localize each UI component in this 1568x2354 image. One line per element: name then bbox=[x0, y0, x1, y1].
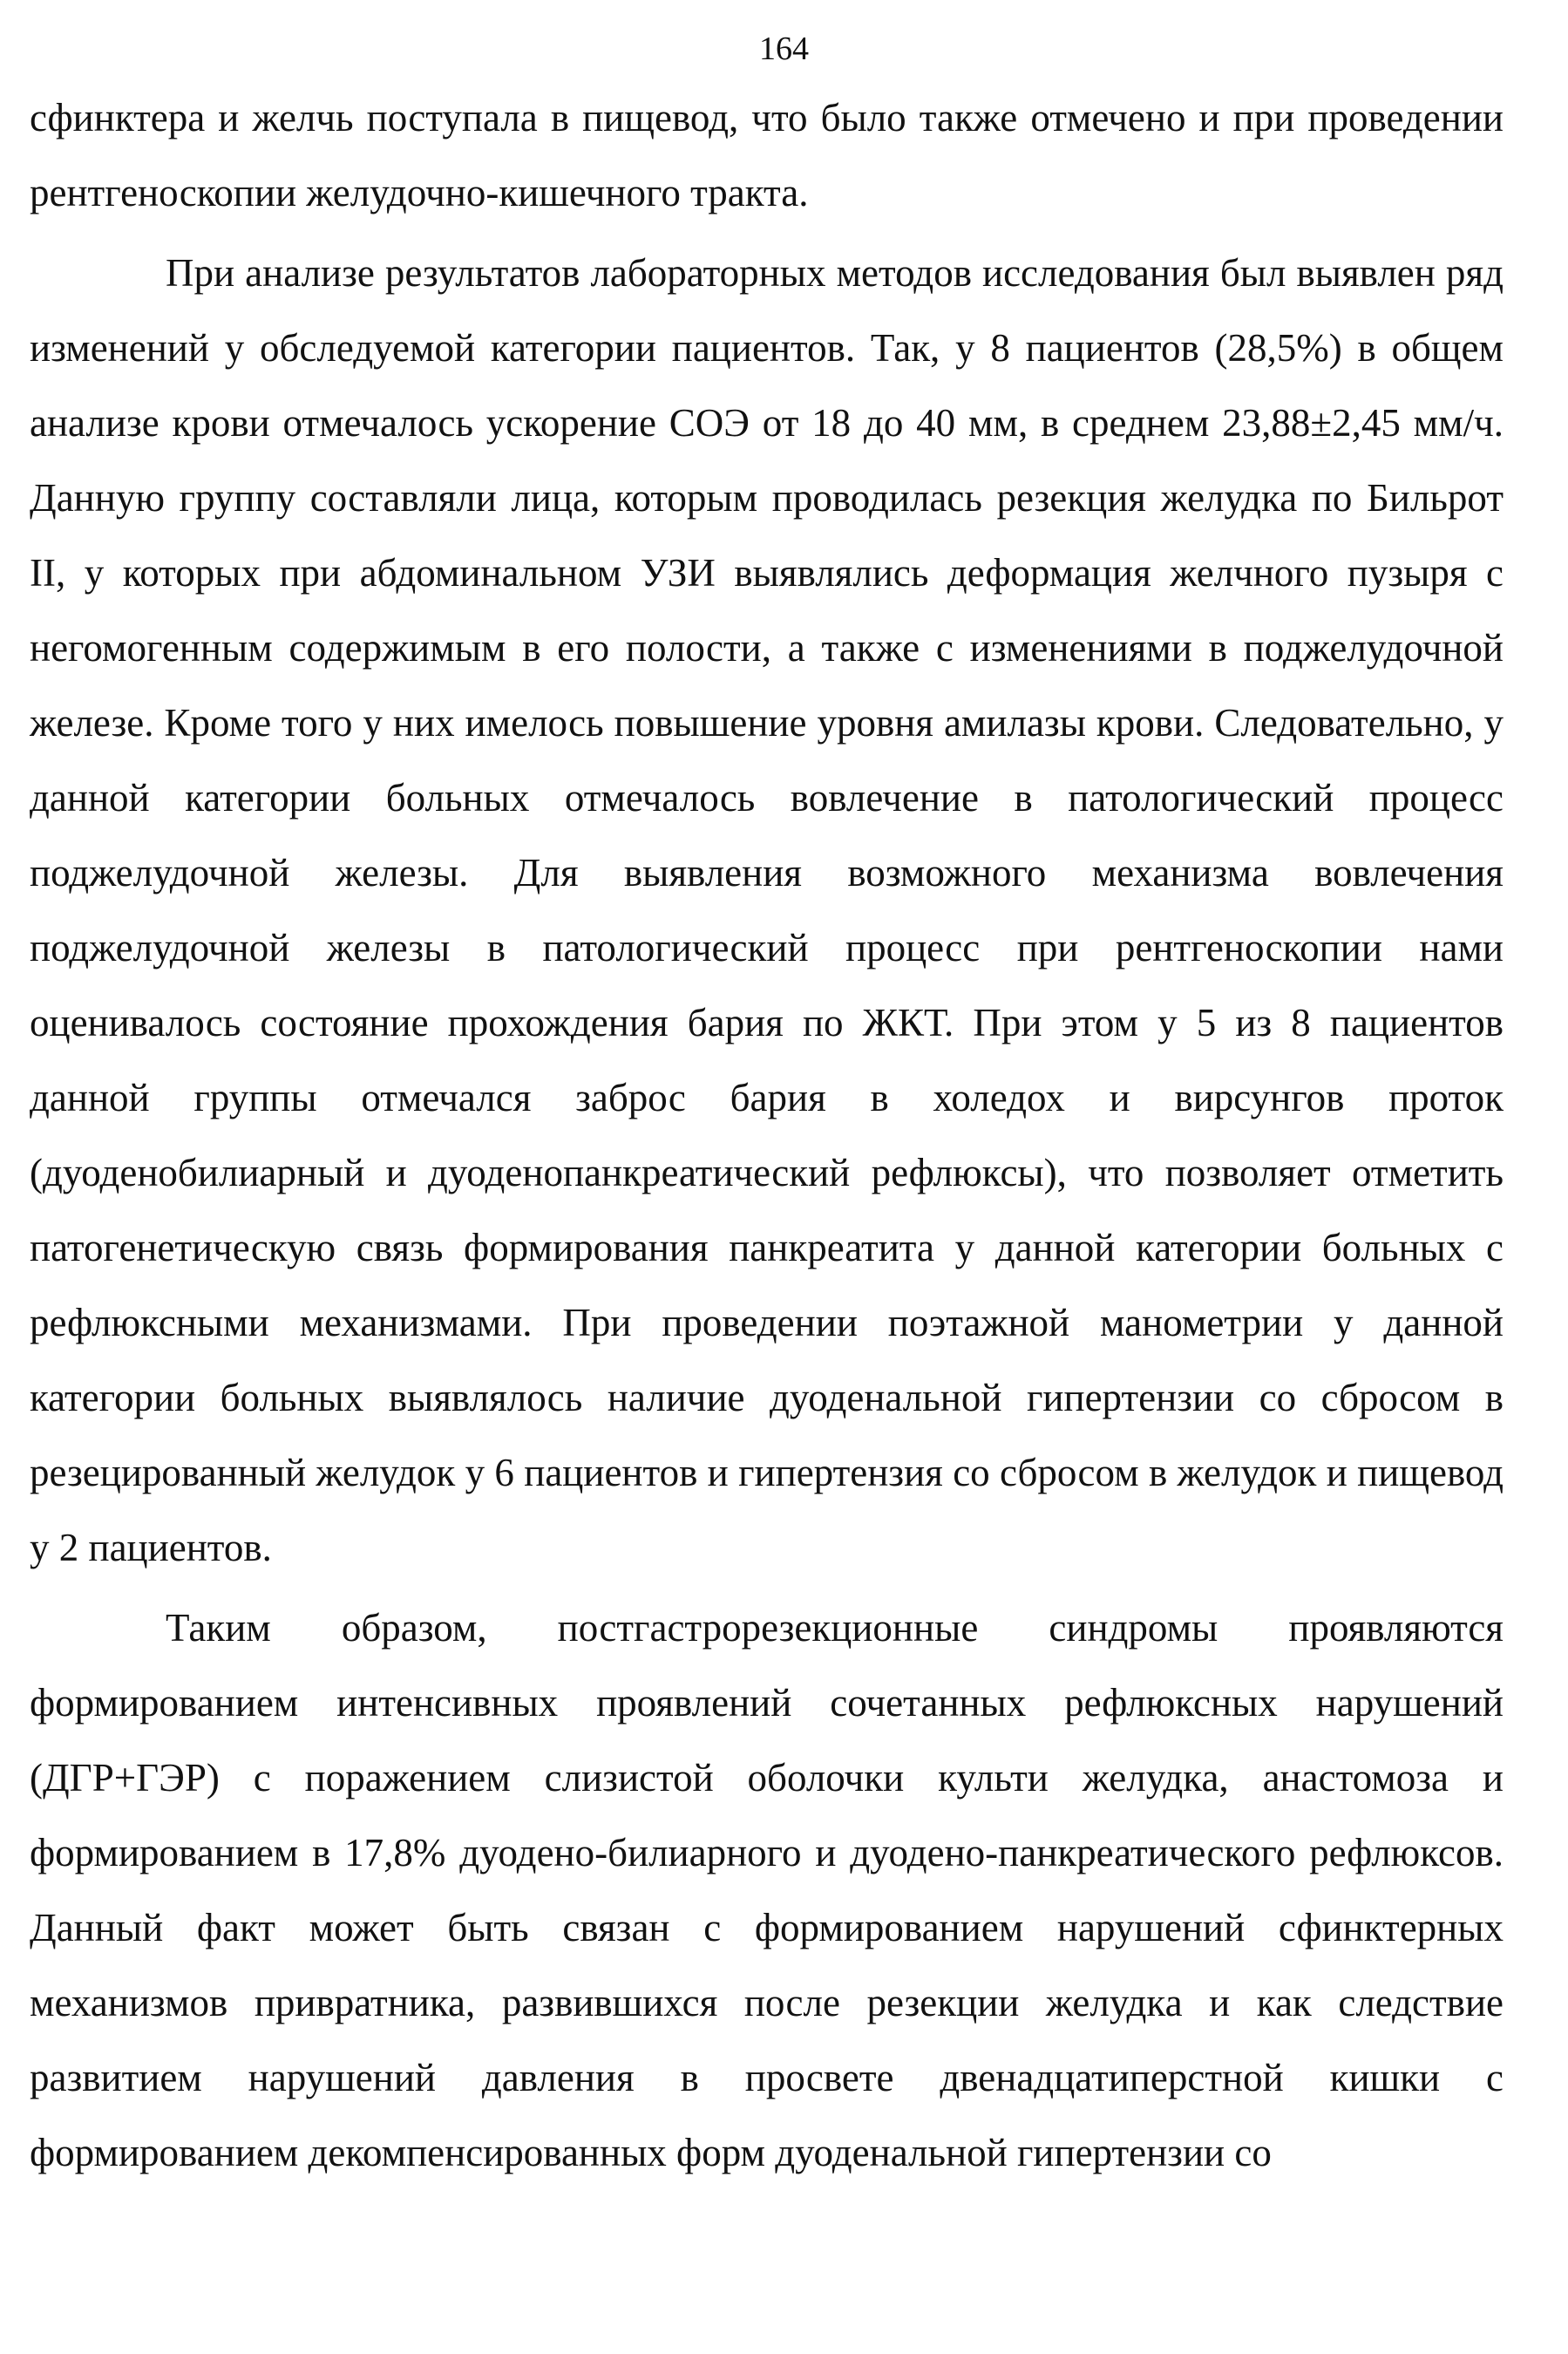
page-number: 164 bbox=[759, 31, 809, 67]
paragraph-continuation: сфинктера и желчь поступала в пищевод, что было также отмечено и при проведении рентгеноскопии желудочно-кишечного тракта. bbox=[30, 96, 1504, 214]
paragraph-conclusion: Таким образом, постгастрорезекционные синдромы проявляются формированием интенсивных проявлений сочетанных рефлюксных нарушений (ДГР+ГЭР) с поражением слизистой оболочки культи желудка, анастомоза и формированием в 17,8% дуодено-билиарного и дуодено-панкреатического рефлюксов. Данный факт может быть связан с формированием нарушений сфинктерных механизмов привратника, развившихся после резекции желудка и как следствие развитием нарушений давления в просвете двенадцатиперстной кишки с формированием декомпенсированных форм дуоденальной гипертензии со bbox=[30, 1606, 1504, 2174]
body-text bbox=[30, 80, 1504, 2190]
paragraph-lab-results: При анализе результатов лабораторных методов исследования был выявлен ряд изменений у обследуемой категории пациентов. Так, у 8 пациентов (28,5%) в общем анализе крови отмечалось ускорение СОЭ от 18 до 40 мм, в среднем 23,88±2,45 мм/ч. Данную группу составляли лица, которым проводилась резекция желудка по Бильрот II, у которых при абдоминальном УЗИ выявлялись деформация желчного пузыря с негомогенным содержимым в его полости, а также с изменениями в поджелудочной железе. Кроме того у них имелось повышение уровня амилазы крови. Следовательно, у данной категории больных отмечалось вовлечение в патологический процесс поджелудочной железы. Для выявления возможного механизма вовлечения поджелудочной железы в патологический процесс при рентгеноскопии нами оценивалось состояние прохождения бария по ЖКТ. При этом у 5 из 8 пациентов данной группы отмечался заброс бария в холедох и вирсунгов проток (дуоденобилиарный и дуоденопанкреатический рефлюксы), что позволяет отметить патогенетическую связь формирования панкреатита у данной категории больных с рефлюксными механизмами. При проведении поэтажной манометрии у данной категории больных выявлялось наличие дуоденальной гипертензии со сбросом в резецированный желудок у 6 пациентов и гипертензия со сбросом в желудок и пищевод у 2 пациентов. bbox=[30, 251, 1504, 1569]
